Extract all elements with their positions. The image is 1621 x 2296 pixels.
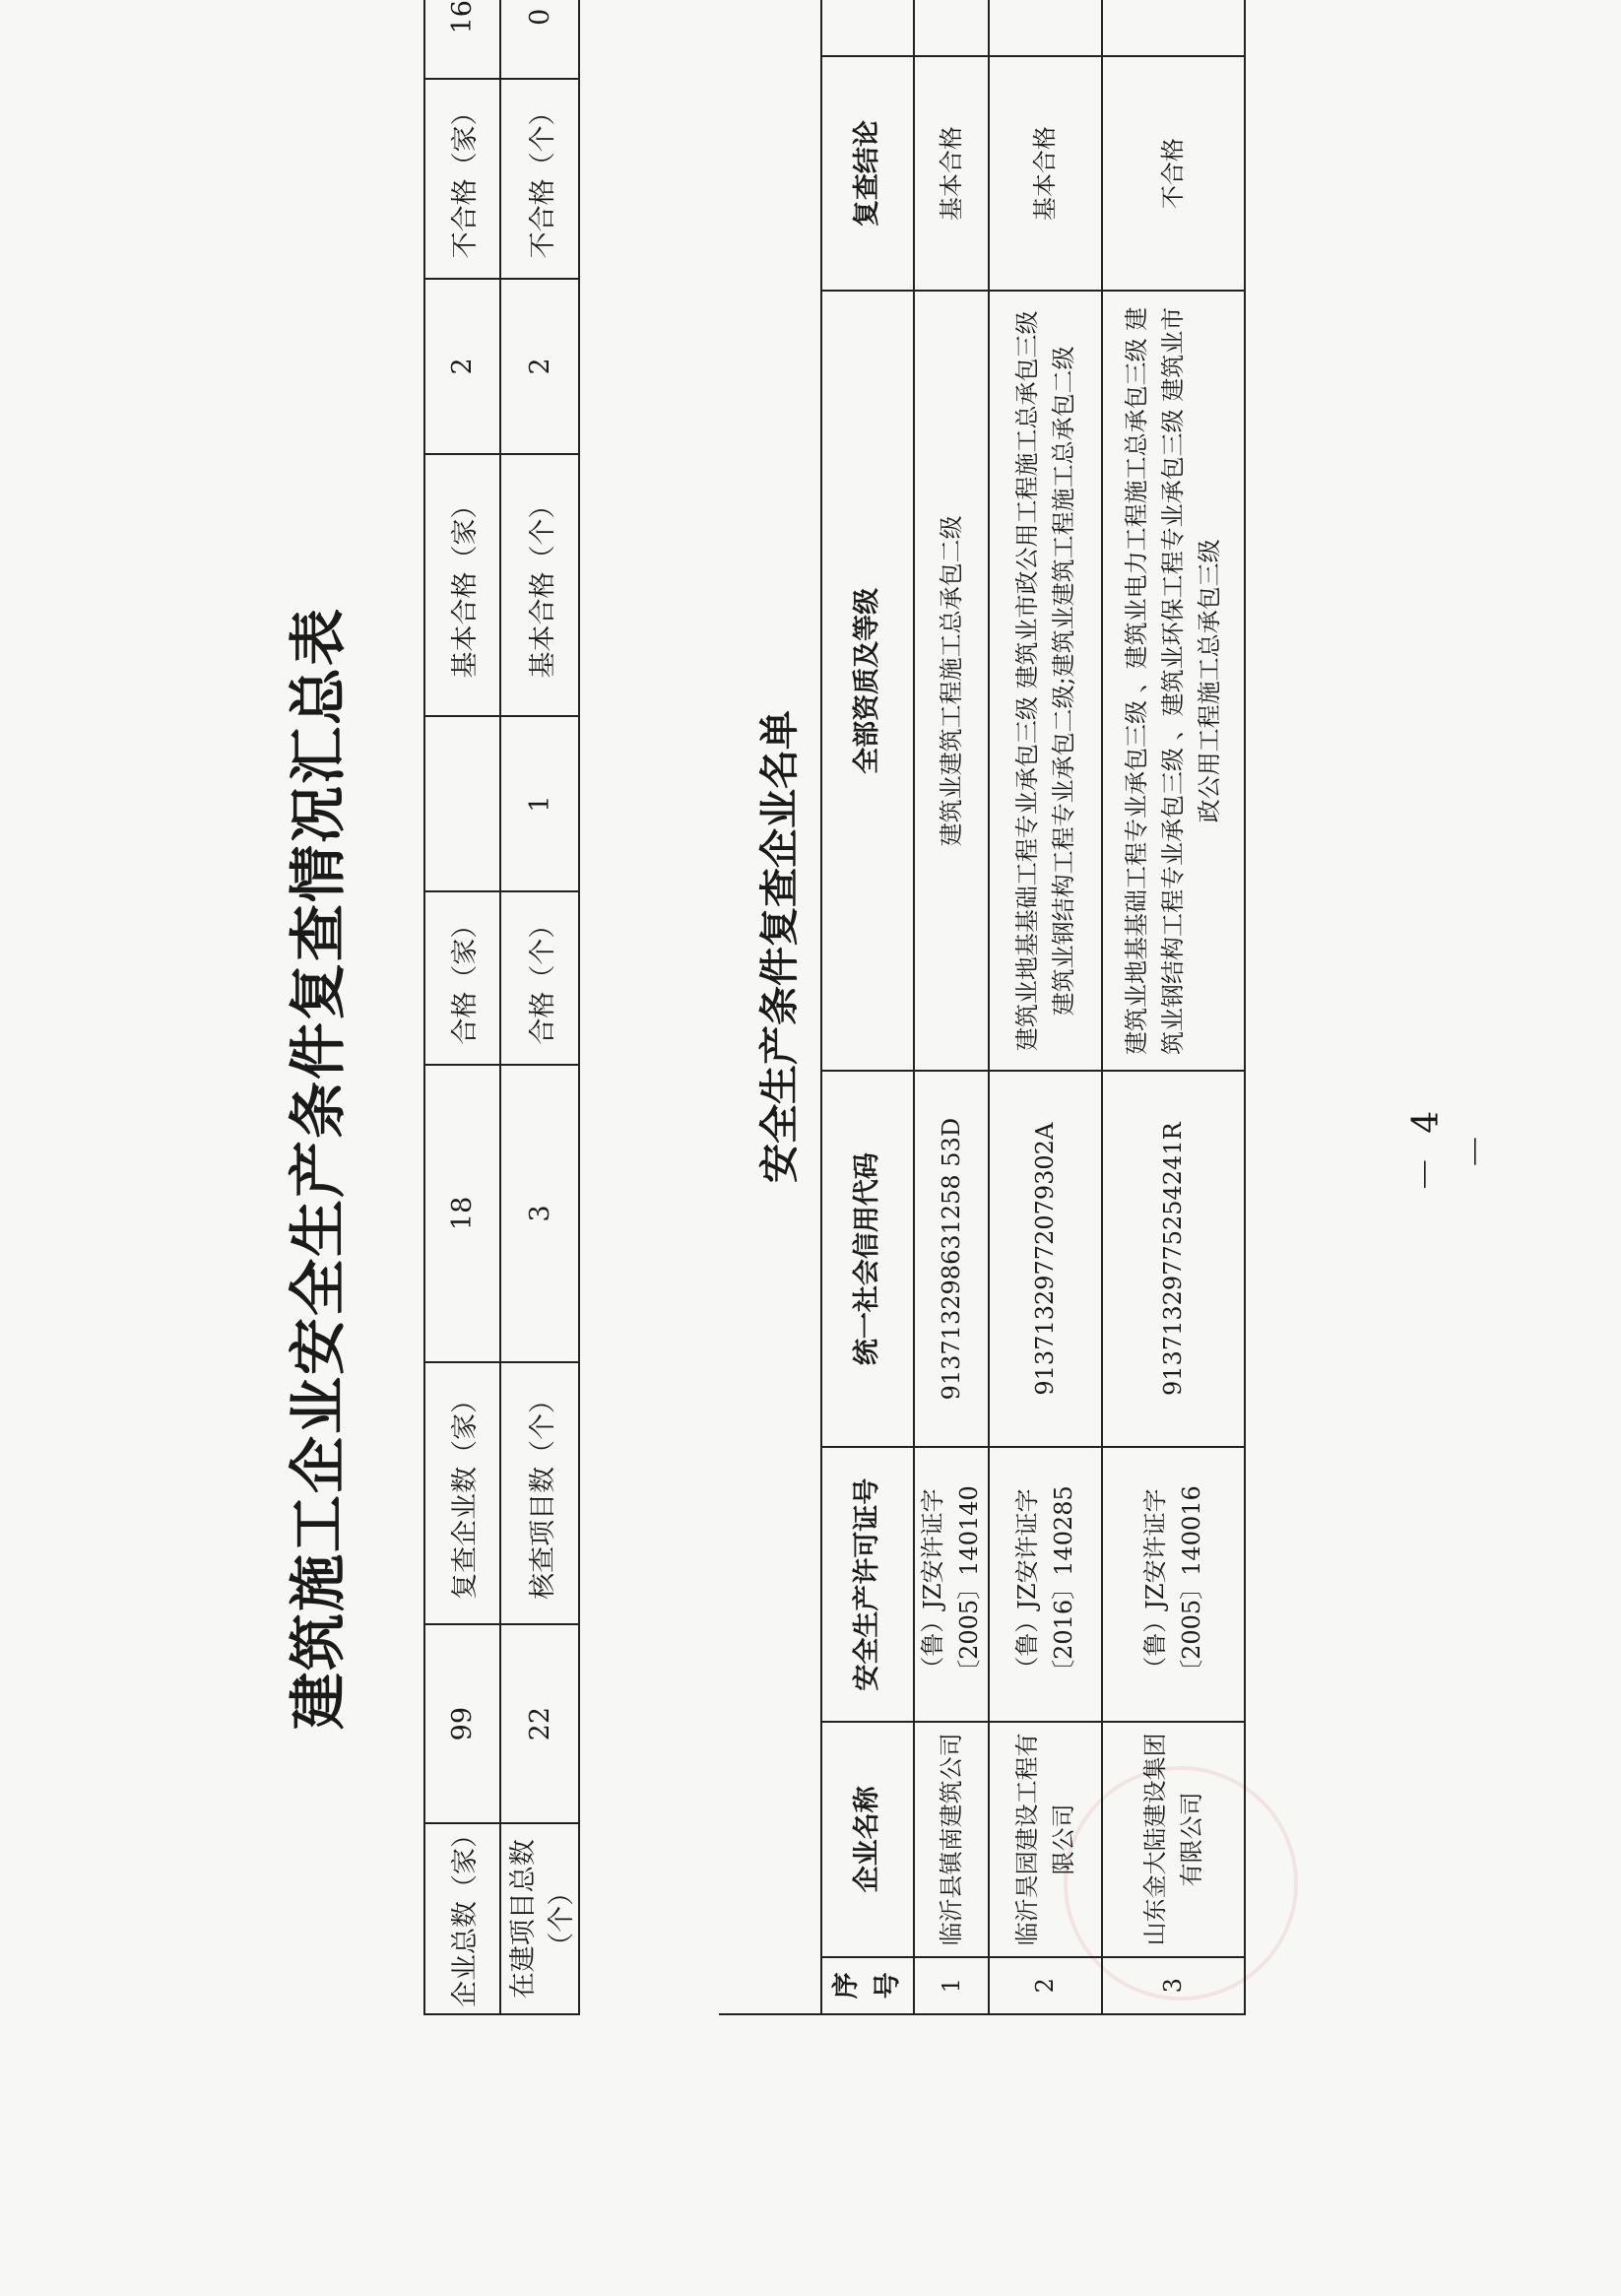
col-header-note bbox=[821, 0, 914, 56]
summary-label: 合格（家） bbox=[424, 891, 500, 1064]
cell-no: 3 bbox=[1102, 1957, 1245, 2014]
cell-result: 基本合格 bbox=[989, 56, 1102, 291]
summary-label: 复查企业数（家） bbox=[424, 1362, 500, 1624]
list-title: 安全生产条件复查企业名单 bbox=[757, 710, 803, 1183]
cell-result: 不合格 bbox=[1102, 56, 1245, 291]
cell-note bbox=[989, 0, 1102, 56]
col-header-code: 统一社会信用代码 bbox=[821, 1071, 914, 1446]
cell-license: （鲁）JZ安许证字〔2016〕140285 bbox=[989, 1447, 1102, 1722]
list-title-band bbox=[719, 0, 822, 2015]
summary-value: 22 bbox=[500, 1624, 579, 1824]
summary-value: 1 bbox=[500, 716, 579, 891]
summary-value: 18 bbox=[424, 1065, 500, 1362]
table-row bbox=[1102, 0, 1245, 2014]
col-header-license: 安全生产许可证号 bbox=[821, 1447, 914, 1722]
cell-no: 1 bbox=[914, 1957, 989, 2014]
summary-value: 2 bbox=[500, 279, 579, 454]
summary-row bbox=[424, 0, 500, 2014]
cell-license: （鲁）JZ安许证字〔2005〕140140 bbox=[914, 1447, 989, 1722]
enterprise-list-table bbox=[820, 0, 1246, 2015]
summary-label: 不合格（个） bbox=[500, 79, 579, 279]
cell-name: 临沂县镇南建筑公司 bbox=[914, 1722, 989, 1956]
page-title: 建筑施工企业安全生产条件复查情况汇总表 bbox=[285, 607, 352, 1731]
summary-label: 基本合格（家） bbox=[424, 454, 500, 716]
table-header-row bbox=[821, 0, 914, 2014]
cell-name: 山东金大陆建设集团有限公司 bbox=[1102, 1722, 1245, 1956]
summary-label: 基本合格（个） bbox=[500, 454, 579, 716]
summary-value: 99 bbox=[424, 1624, 500, 1824]
col-header-name: 企业名称 bbox=[821, 1722, 914, 1956]
cell-note bbox=[1102, 0, 1245, 56]
cell-code: 91371329772079302A bbox=[989, 1071, 1102, 1446]
summary-table bbox=[423, 0, 580, 2015]
summary-value bbox=[424, 716, 500, 891]
table-row bbox=[989, 0, 1102, 2014]
summary-label: 核查项目数（个） bbox=[500, 1362, 579, 1624]
cell-note bbox=[914, 0, 989, 56]
table-row bbox=[914, 0, 989, 2014]
summary-value: 2 bbox=[424, 279, 500, 454]
summary-value: 16 bbox=[424, 0, 500, 79]
cell-license: （鲁）JZ安许证字〔2005〕140016 bbox=[1102, 1447, 1245, 1722]
page-number: － 4 － bbox=[1406, 1104, 1497, 1193]
cell-qual: 建筑业地基基础工程专业承包三级 建筑业市政公用工程施工总承包三级 建筑业钢结构工程专业承包二级;建筑业建筑工程施工总承包二级 bbox=[989, 291, 1102, 1071]
cell-code: 91371329775254241R bbox=[1102, 1071, 1245, 1446]
cell-qual: 建筑业地基基础工程专业承包三级 、建筑业电力工程施工总承包三级 建筑业钢结构工程专业承包三级 、建筑业环保工程专业承包三级 建筑业市政公用工程施工总承包三级 bbox=[1102, 291, 1245, 1071]
cell-no: 2 bbox=[989, 1957, 1102, 2014]
summary-value: 0 bbox=[500, 0, 579, 79]
summary-label: 在建项目总数（个） bbox=[500, 1823, 579, 2014]
col-header-result: 复查结论 bbox=[821, 56, 914, 291]
summary-value: 3 bbox=[500, 1065, 579, 1362]
cell-result: 基本合格 bbox=[914, 56, 989, 291]
cell-qual: 建筑业建筑工程施工总承包二级 bbox=[914, 291, 989, 1071]
summary-row bbox=[500, 0, 579, 2014]
summary-label: 不合格（家） bbox=[424, 79, 500, 279]
col-header-no: 序号 bbox=[821, 1957, 914, 2014]
cell-name: 临沂昊园建设工程有限公司 bbox=[989, 1722, 1102, 1956]
summary-label: 企业总数（家） bbox=[424, 1823, 500, 2014]
col-header-qual: 全部资质及等级 bbox=[821, 291, 914, 1071]
summary-label: 合格（个） bbox=[500, 891, 579, 1064]
cell-code: 913713298631258 53D bbox=[914, 1071, 989, 1446]
